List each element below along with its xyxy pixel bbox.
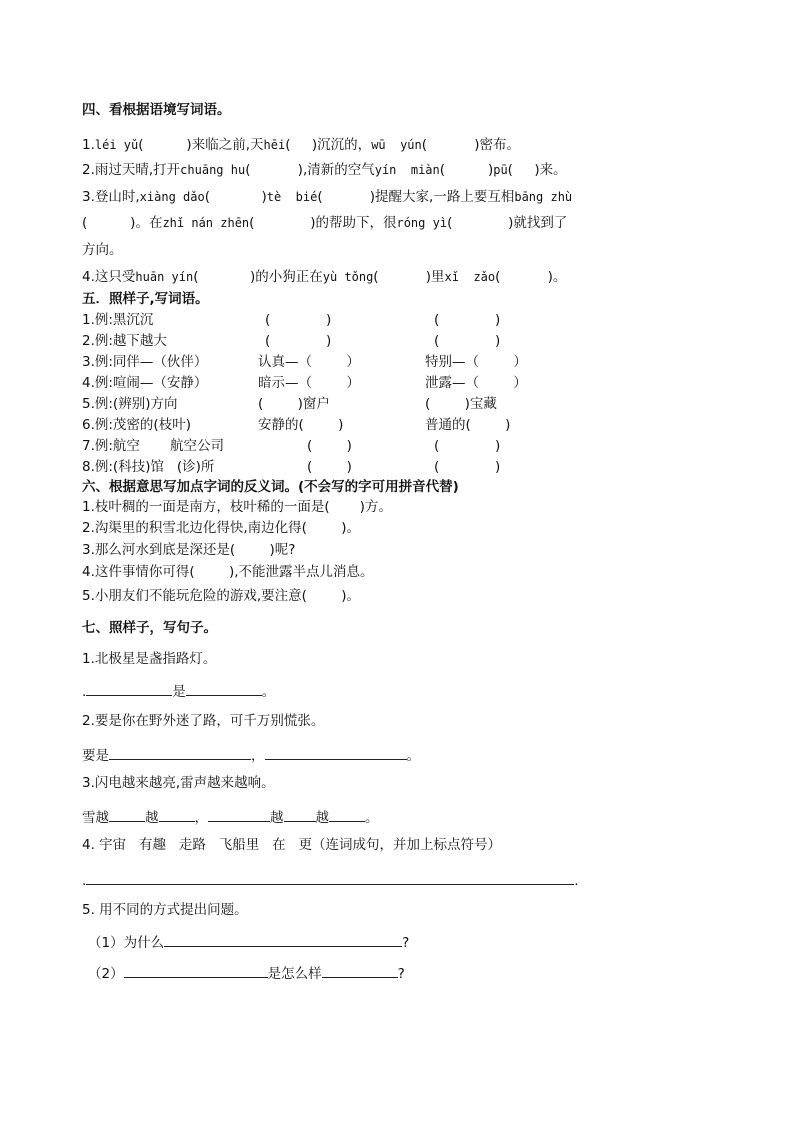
s7-answer-1: . 是 。 [82,680,275,701]
s6-item: 5.小朋友们不能玩危险的游戏,要注意( )。 [82,588,361,604]
s4-question-4: 4.这只受huān yín( )的小狗正在yù tǒng( )里xǐ zǎo( )。 [82,269,567,285]
s4-question-1: 1.léi yǔ( )来临之前,天hēi( )沉沉的，wū yún( )密布。 [82,137,521,153]
section-7-title: 七、照样子，写句子。 [82,620,217,636]
s7-example-1: 1.北极星是盏指路灯。 [82,651,217,667]
answer-blank[interactable] [86,680,172,696]
answer-blank[interactable] [284,806,316,822]
s7-example-5: 5. 用不同的方式提出问题。 [82,902,248,918]
s6-item: 4.这件事情你可得( ),不能泄露半点儿消息。 [82,564,374,580]
answer-blank[interactable] [109,744,251,760]
s7-answer-4: . . [82,869,579,890]
answer-blank[interactable] [109,806,145,822]
s6-item: 1.枝叶稠的一面是南方，枝叶稀的一面是( )方。 [82,499,392,515]
s4-question-3: 3.登山时,xiàng dǎo( )tè bié( )提醒大家,一路上要互相bāng zhù [82,189,573,205]
s7-answer-5-2: （2） 是怎么样 ? [88,962,405,983]
answer-blank[interactable] [186,680,262,696]
answer-blank[interactable] [164,931,402,947]
answer-blank[interactable] [322,962,398,978]
answer-blank[interactable] [329,806,365,822]
s7-example-2: 2.要是你在野外迷了路，可千万别慌张。 [82,713,325,729]
s7-answer-3: 雪越 越 ， 越 越 。 [82,806,379,827]
section-6-title: 六、根据意思写加点字词的反义词。(不会写的字可用拼音代替) [82,479,459,495]
s7-example-4: 4. 宇宙 有趣 走路 飞船里 在 更（连词成句，并加上标点符号） [82,837,502,853]
answer-blank[interactable] [265,744,407,760]
section-5-title: 五．照样子,写词语。 [82,291,209,307]
s4-question-2: 2.雨过天晴,打开chuāng hu( ),清新的空气yín miàn( )pū( )来。 [82,162,567,178]
answer-blank[interactable] [86,869,574,885]
s7-answer-5-1: （1）为什么 ? [88,931,409,952]
s7-example-3: 3.闪电越来越亮,雷声越来越响。 [82,775,275,791]
s4-question-3-end: 方向。 [82,242,123,258]
s7-answer-2: 要是 ， 。 [82,744,420,765]
s6-item: 3.那么河水到底是深还是( )呢? [82,542,296,558]
s6-item: 2.沟渠里的积雪北边化得快,南边化得( )。 [82,520,361,536]
answer-blank[interactable] [124,962,268,978]
s4-question-3-cont: ( )。在zhǐ nán zhēn( )的帮助下，很róng yì( )就找到了 [82,215,568,231]
answer-blank[interactable] [208,806,270,822]
section-4-title: 四、看根据语境写词语。 [82,102,231,118]
answer-blank[interactable] [159,806,195,822]
